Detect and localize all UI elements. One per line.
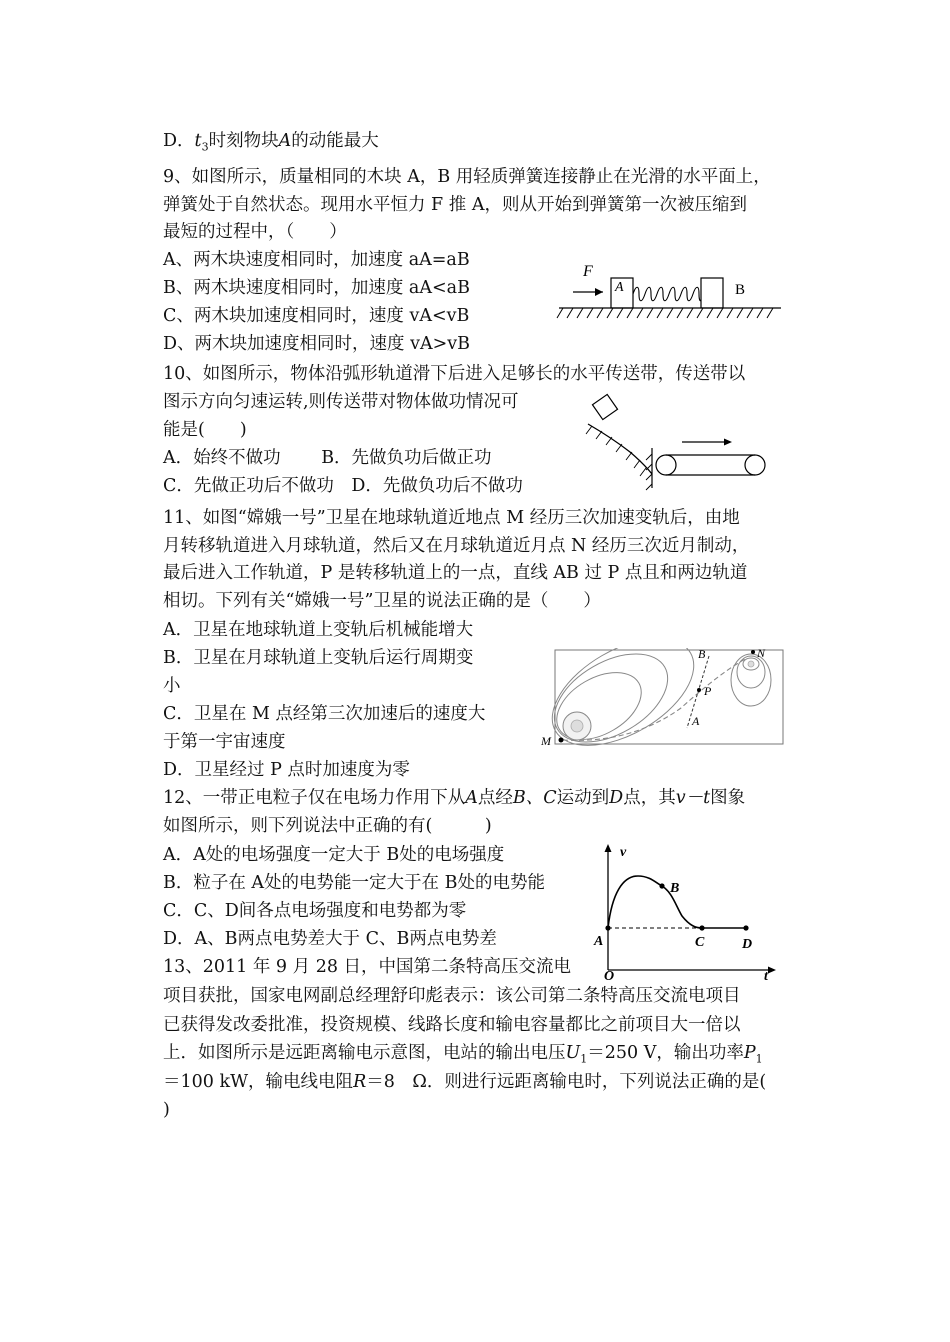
q13-var-r: R [353, 1072, 367, 1092]
label-c: C [695, 935, 705, 950]
label-p: P [704, 684, 712, 698]
q13-var-p: P [743, 1043, 756, 1063]
vt-curve [608, 876, 702, 928]
point-a [605, 925, 610, 930]
option-line [163, 129, 379, 160]
orbit-figure [541, 648, 785, 746]
right-roller [745, 455, 765, 475]
q12-line-2: 如图所示，则下列说法中正确的有( ) [163, 816, 492, 836]
vt-graph-figure [588, 838, 780, 980]
q12-option-b: B．粒子在 A处的电势能一定大于在 B处的电势能 [163, 873, 545, 893]
q11-line-2: 月转移轨道进入月球轨道，然后又在月球轨道近月点 N 经历三次近月制动， [163, 536, 750, 556]
label-a: A [594, 934, 604, 949]
q13-text: ＝100 kW，输电线电阻 [163, 1072, 354, 1092]
label-n: N [757, 648, 766, 660]
q12-point-bc: B、C [512, 788, 557, 808]
q12-option-a: A．A处的电场强度一定大于 B处的电场强度 [163, 845, 505, 865]
origin-label: O [604, 969, 615, 980]
q12-text: 运动到 [556, 788, 610, 808]
q11-line-3: 最后进入工作轨道，P 是转移轨道上的一点，直线 AB 过 P 点且和两边轨道 [163, 563, 748, 583]
q12-line-1 [163, 786, 745, 810]
q13-sub: 1 [580, 1052, 588, 1066]
q9-option-a: A、两木块速度相同时，加速度 aA=aB [163, 250, 470, 270]
point-n [751, 650, 755, 654]
q10-line-3: 能是( ) [163, 420, 247, 440]
q12-point-a: A [465, 788, 478, 808]
q13-line-1: 13、2011 年 9 月 28 日，中国第二条特高压交流电 [163, 957, 572, 977]
q11-option-c-2: 于第一宇宙速度 [163, 732, 286, 752]
q13-text: 上．如图所示是远距离输电示意图，电站的输出电压 [163, 1043, 566, 1063]
sliding-object [592, 394, 617, 419]
left-roller [656, 455, 676, 475]
q10-options-ab: A．始终不做功 B．先做负功后做正功 [163, 448, 492, 468]
q9-line-2: 弹簧处于自然状态。现用水平恒力 F 推 A，则从开始到弹簧第一次被压缩到 [163, 195, 747, 215]
q11-line-1: 11、如图“嫦娥一号”卫星在地球轨道近地点 M 经历三次加速变轨后，由地 [163, 508, 740, 528]
q9-option-d: D、两木块加速度相同时，速度 vA>vB [163, 334, 471, 354]
q11-option-b-2: 小 [163, 676, 181, 696]
q12-text: 点，其 [623, 788, 676, 808]
label-b: B [698, 648, 706, 661]
q11-option-a: A．卫星在地球轨道上变轨后机械能增大 [163, 620, 474, 640]
block-b-label: B [735, 282, 746, 298]
var-a: A [278, 131, 292, 151]
label-b: B [670, 881, 680, 896]
point-m [559, 738, 564, 743]
q13-text: ＝250 V，输出功率 [587, 1043, 744, 1063]
floor-hatching [557, 308, 773, 318]
label-m: M [541, 734, 551, 746]
q10-options-cd: C．先做正功后不做功 D．先做负功后不做功 [163, 476, 523, 496]
q9-line-3: 最短的过程中，（ ） [163, 222, 347, 242]
q11-option-d: D．卫星经过 P 点时加速度为零 [163, 760, 410, 780]
spring-blocks-figure [555, 258, 785, 326]
v-axis-arrow [605, 844, 612, 852]
q9-option-b: B、两木块速度相同时，加速度 aA<aB [163, 278, 470, 298]
v-axis-label: v [620, 845, 627, 860]
option-text: 时刻物块 [208, 131, 279, 151]
force-label: F [583, 263, 593, 280]
track-hatching [586, 426, 646, 476]
var-t: t [194, 131, 202, 151]
var-subscript: 3 [201, 140, 209, 154]
q12-vt: v－t [675, 788, 711, 808]
point-d [743, 925, 748, 930]
t-axis-arrow [768, 967, 776, 974]
label-d: D [742, 937, 753, 952]
q9-option-c: C、两木块加速度相同时，速度 vA<vB [163, 306, 470, 326]
q12-point-d: D [609, 788, 624, 808]
label-a: A [692, 714, 700, 728]
q12-option-c: C．C、D间各点电场强度和电势都为零 [163, 901, 467, 921]
q13-sub: 1 [755, 1052, 763, 1066]
q12-option-d: D．A、B两点电势差大于 C、B两点电势差 [163, 929, 497, 949]
q9-line-1: 9、如图所示，质量相同的木块 A，B 用轻质弹簧连接静止在光滑的水平面上， [163, 167, 771, 187]
q10-line-1: 10、如图所示，物体沿弧形轨道滑下后进入足够长的水平传送带，传送带以 [163, 364, 746, 384]
earth [571, 720, 583, 732]
point-c [699, 925, 704, 930]
arc-track [588, 424, 652, 474]
q10-line-2: 图示方向匀速运转,则传送带对物体做功情况可 [163, 392, 519, 412]
option-label: D． [163, 131, 195, 151]
block-a-label: A [615, 280, 624, 295]
q13-text: ＝8 Ω．则进行远距离输电时，下列说法正确的是( [366, 1072, 767, 1092]
q13-line-2: 项目获批，国家电网副总经理舒印彪表示：该公司第二条特高压交流电项目 [163, 986, 741, 1006]
q13-line-3: 已获得发改委批准，投资规模、线路长度和输电容量都比之前项目大一倍以 [163, 1015, 741, 1035]
t-axis-label: t [764, 969, 768, 980]
q13-line-6: ) [163, 1100, 170, 1120]
belt-direction-arrow-head [724, 439, 732, 446]
q13-line-5 [163, 1070, 766, 1094]
conveyor-figure [582, 388, 772, 492]
moon [748, 661, 754, 667]
q13-var-u: U [565, 1043, 581, 1063]
q12-text: 图象 [710, 788, 746, 808]
q12-text: 12、一带正电粒子仅在电场力作用下从 [163, 788, 466, 808]
q11-line-4: 相切。下列有关“嫦娥一号”卫星的说法正确的是（ ） [163, 591, 601, 611]
q11-option-b-1: B．卫星在月球轨道上变轨后运行周期变 [163, 648, 474, 668]
q12-text: 点经 [477, 788, 513, 808]
point-p [697, 688, 701, 692]
q11-option-c-1: C．卫星在 M 点经第三次加速后的速度大 [163, 704, 486, 724]
point-b [659, 883, 664, 888]
force-arrow-head [595, 288, 603, 296]
spring [633, 287, 701, 301]
block-b [701, 278, 723, 308]
option-text: 的动能最大 [291, 131, 379, 151]
q13-line-4 [163, 1041, 763, 1072]
